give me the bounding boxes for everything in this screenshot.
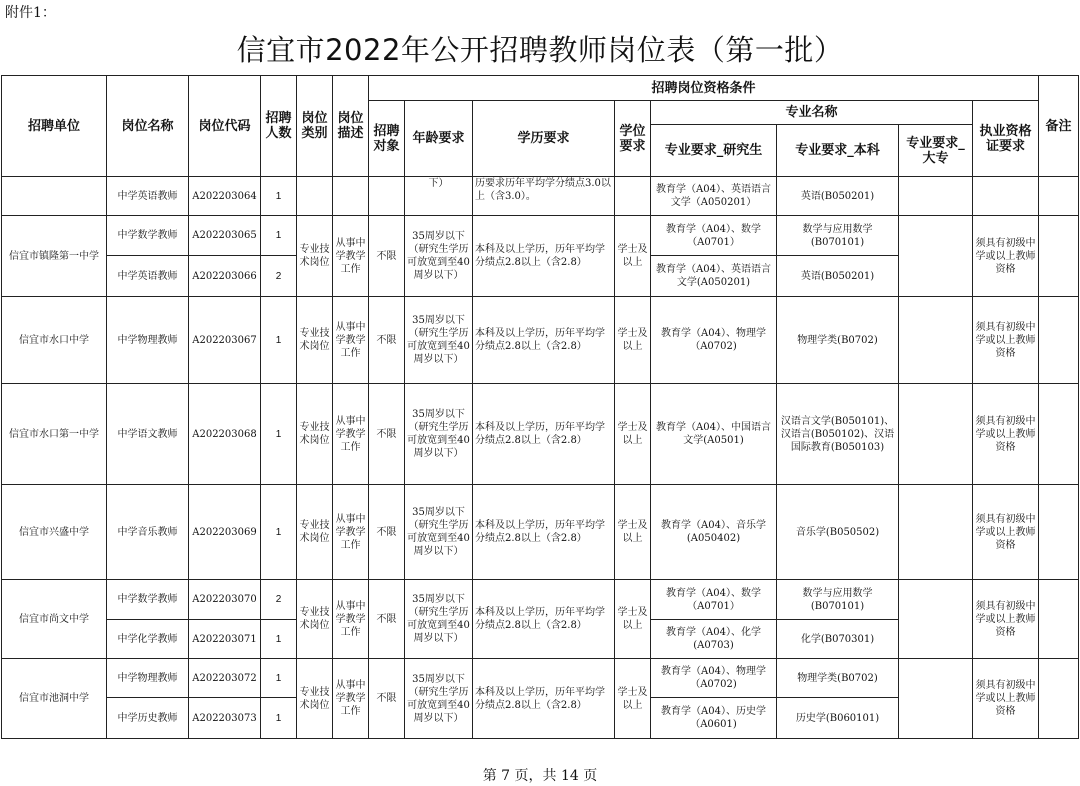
header-degree: 学位要求 <box>615 101 651 177</box>
age-cell: 35周岁以下（研究生学历可放宽到至40周岁以下） <box>405 297 473 384</box>
education-cell: 本科及以上学历，历年平均学分绩点2.8以上（含2.8） <box>473 216 615 297</box>
category-cell <box>297 177 333 216</box>
age-cell: 35周岁以下（研究生学历可放宽到至40周岁以下） <box>405 485 473 580</box>
education-cell: 本科及以上学历，历年平均学分绩点2.8以上（含2.8） <box>473 297 615 384</box>
unit-cell: 信宜市兴盛中学 <box>2 485 107 580</box>
unit-cell: 信宜市水口第一中学 <box>2 384 107 485</box>
header-category: 岗位类别 <box>297 76 333 177</box>
degree-cell: 学士及以上 <box>615 485 651 580</box>
table-row <box>2 659 1079 698</box>
degree-cell: 学士及以上 <box>615 297 651 384</box>
college-major-cell <box>899 384 973 485</box>
count-cell: 1 <box>261 216 297 256</box>
college-major-cell <box>899 485 973 580</box>
target-cell: 不限 <box>369 580 405 659</box>
attachment-label: 附件1： <box>5 5 56 21</box>
header-post-code: 岗位代码 <box>189 76 261 177</box>
description-cell: 从事中学教学工作 <box>333 297 369 384</box>
education-cell: 本科及以上学历，历年平均学分绩点2.8以上（含2.8） <box>473 485 615 580</box>
age-cell: 35周岁以下（研究生学历可放宽到至40周岁以下） <box>405 384 473 485</box>
count-cell: 1 <box>261 698 297 739</box>
bach-major-cell: 物理学类(B0702) <box>777 659 899 698</box>
grad-major-cell: 教育学（A04）、数学（A0701） <box>651 216 777 256</box>
post-code-cell: A202203067 <box>189 297 261 384</box>
description-cell: 从事中学教学工作 <box>333 580 369 659</box>
age-cell: 35周岁以下（研究生学历可放宽到至40周岁以下） <box>405 580 473 659</box>
grad-major-cell: 教育学（A04）、历史学（A0601) <box>651 698 777 739</box>
header-remark: 备注 <box>1039 76 1079 177</box>
page-title: 信宜市2022年公开招聘教师岗位表（第一批） <box>236 33 844 67</box>
count-cell: 1 <box>261 485 297 580</box>
cert-cell: 须具有初级中学或以上教师资格 <box>973 580 1039 659</box>
header-post-name: 岗位名称 <box>107 76 189 177</box>
recruitment-table <box>1 75 1079 739</box>
post-name-cell: 中学数学教师 <box>107 580 189 620</box>
target-cell: 不限 <box>369 485 405 580</box>
education-cell: 本科及以上学历，历年平均学分绩点2.8以上（含2.8） <box>473 659 615 739</box>
remark-cell <box>1039 659 1079 739</box>
post-code-cell: A202203064 <box>189 177 261 216</box>
bach-major-cell: 数学与应用数学(B070101) <box>777 580 899 620</box>
bach-major-cell: 音乐学(B050502) <box>777 485 899 580</box>
college-major-cell <box>899 216 973 297</box>
post-code-cell: A202203065 <box>189 216 261 256</box>
cert-cell: 须具有初级中学或以上教师资格 <box>973 297 1039 384</box>
post-code-cell: A202203066 <box>189 256 261 297</box>
age-cell: 35周岁以下（研究生学历可放宽到至40周岁以下） <box>405 659 473 739</box>
post-code-cell: A202203070 <box>189 580 261 620</box>
remark-cell <box>1039 216 1079 297</box>
post-code-cell: A202203069 <box>189 485 261 580</box>
degree-cell: 学士及以上 <box>615 580 651 659</box>
table-row <box>2 177 1079 216</box>
header-major-bach: 专业要求_本科 <box>777 125 899 177</box>
cert-cell: 须具有初级中学或以上教师资格 <box>973 485 1039 580</box>
target-cell <box>369 177 405 216</box>
remark-cell <box>1039 384 1079 485</box>
grad-major-cell: 教育学（A04）、英语语言文学(A050201) <box>651 256 777 297</box>
education-cell: 历要求历年平均学分绩点3.0以上（含3.0）。 <box>473 177 615 216</box>
header-cert: 执业资格证要求 <box>973 101 1039 177</box>
unit-cell: 信宜市尚文中学 <box>2 580 107 659</box>
count-cell: 2 <box>261 580 297 620</box>
remark-cell <box>1039 485 1079 580</box>
target-cell: 不限 <box>369 384 405 485</box>
bach-major-cell: 化学(B070301) <box>777 620 899 659</box>
remark-cell <box>1039 580 1079 659</box>
remark-cell <box>1039 297 1079 384</box>
header-description: 岗位描述 <box>333 76 369 177</box>
degree-cell: 学士及以上 <box>615 384 651 485</box>
cert-cell: 须具有初级中学或以上教师资格 <box>973 659 1039 739</box>
category-cell: 专业技术岗位 <box>297 659 333 739</box>
count-cell: 1 <box>261 384 297 485</box>
grad-major-cell: 教育学（A04）、音乐学(A050402) <box>651 485 777 580</box>
grad-major-cell: 教育学（A04）、物理学（A0702) <box>651 297 777 384</box>
category-cell: 专业技术岗位 <box>297 580 333 659</box>
unit-cell: 信宜市池洞中学 <box>2 659 107 739</box>
remark-cell <box>1039 177 1079 216</box>
cert-cell <box>973 177 1039 216</box>
header-target: 招聘对象 <box>369 101 405 177</box>
description-cell <box>333 177 369 216</box>
grad-major-cell: 教育学（A04）、中国语言文学(A0501) <box>651 384 777 485</box>
header-age: 年龄要求 <box>405 101 473 177</box>
target-cell: 不限 <box>369 297 405 384</box>
age-cell: 35周岁以下（研究生学历可放宽到至40周岁以下） <box>405 216 473 297</box>
header-conditions: 招聘岗位资格条件 <box>369 76 1039 101</box>
page-footer: 第 7 页，共 14 页 <box>482 768 598 784</box>
post-code-cell: A202203071 <box>189 620 261 659</box>
header-education: 学历要求 <box>473 101 615 177</box>
count-cell: 1 <box>261 620 297 659</box>
count-cell: 1 <box>261 659 297 698</box>
grad-major-cell: 教育学（A04）、英语语言文学（A050201） <box>651 177 777 216</box>
description-cell: 从事中学教学工作 <box>333 485 369 580</box>
unit-cell: 信宜市水口中学 <box>2 297 107 384</box>
grad-major-cell: 教育学（A04）、物理学（A0702) <box>651 659 777 698</box>
table-row <box>2 384 1079 485</box>
college-major-cell <box>899 580 973 659</box>
bach-major-cell: 物理学类(B0702) <box>777 297 899 384</box>
education-cell: 本科及以上学历，历年平均学分绩点2.8以上（含2.8） <box>473 580 615 659</box>
header-major: 专业名称 <box>651 101 973 125</box>
category-cell: 专业技术岗位 <box>297 384 333 485</box>
cert-cell: 须具有初级中学或以上教师资格 <box>973 384 1039 485</box>
category-cell: 专业技术岗位 <box>297 485 333 580</box>
post-name-cell: 中学物理教师 <box>107 297 189 384</box>
unit-cell: 信宜市镇隆第一中学 <box>2 216 107 297</box>
header-unit: 招聘单位 <box>2 76 107 177</box>
description-cell: 从事中学教学工作 <box>333 216 369 297</box>
count-cell: 1 <box>261 297 297 384</box>
post-name-cell: 中学音乐教师 <box>107 485 189 580</box>
post-code-cell: A202203073 <box>189 698 261 739</box>
post-name-cell: 中学历史教师 <box>107 698 189 739</box>
table-row <box>2 485 1079 580</box>
age-cell: 下） <box>405 177 473 216</box>
post-name-cell: 中学物理教师 <box>107 659 189 698</box>
table-row <box>2 580 1079 620</box>
post-code-cell: A202203072 <box>189 659 261 698</box>
category-cell: 专业技术岗位 <box>297 216 333 297</box>
post-code-cell: A202203068 <box>189 384 261 485</box>
target-cell: 不限 <box>369 659 405 739</box>
description-cell: 从事中学教学工作 <box>333 659 369 739</box>
degree-cell: 学士及以上 <box>615 216 651 297</box>
grad-major-cell: 教育学（A04）、化学(A0703) <box>651 620 777 659</box>
unit-cell <box>2 177 107 216</box>
header-major-college: 专业要求_大专 <box>899 125 973 177</box>
bach-major-cell: 历史学(B060101) <box>777 698 899 739</box>
count-cell: 2 <box>261 256 297 297</box>
bach-major-cell: 数学与应用数学(B070101) <box>777 216 899 256</box>
degree-cell: 学士及以上 <box>615 659 651 739</box>
post-name-cell: 中学化学教师 <box>107 620 189 659</box>
post-name-cell: 中学英语教师 <box>107 177 189 216</box>
count-cell: 1 <box>261 177 297 216</box>
college-major-cell <box>899 297 973 384</box>
bach-major-cell: 英语(B050201) <box>777 256 899 297</box>
cert-cell: 须具有初级中学或以上教师资格 <box>973 216 1039 297</box>
description-cell: 从事中学教学工作 <box>333 384 369 485</box>
education-cell: 本科及以上学历，历年平均学分绩点2.8以上（含2.8） <box>473 384 615 485</box>
college-major-cell <box>899 659 973 739</box>
post-name-cell: 中学数学教师 <box>107 216 189 256</box>
target-cell: 不限 <box>369 216 405 297</box>
bach-major-cell: 汉语言文学(B050101)、汉语言(B050102)、汉语国际教育(B050103) <box>777 384 899 485</box>
header-major-grad: 专业要求_研究生 <box>651 125 777 177</box>
grad-major-cell: 教育学（A04）、数学（A0701） <box>651 580 777 620</box>
table-row <box>2 297 1079 384</box>
table-row <box>2 216 1079 256</box>
category-cell: 专业技术岗位 <box>297 297 333 384</box>
degree-cell <box>615 177 651 216</box>
college-major-cell <box>899 177 973 216</box>
post-name-cell: 中学英语教师 <box>107 256 189 297</box>
post-name-cell: 中学语文教师 <box>107 384 189 485</box>
header-count: 招聘人数 <box>261 76 297 177</box>
bach-major-cell: 英语(B050201) <box>777 177 899 216</box>
